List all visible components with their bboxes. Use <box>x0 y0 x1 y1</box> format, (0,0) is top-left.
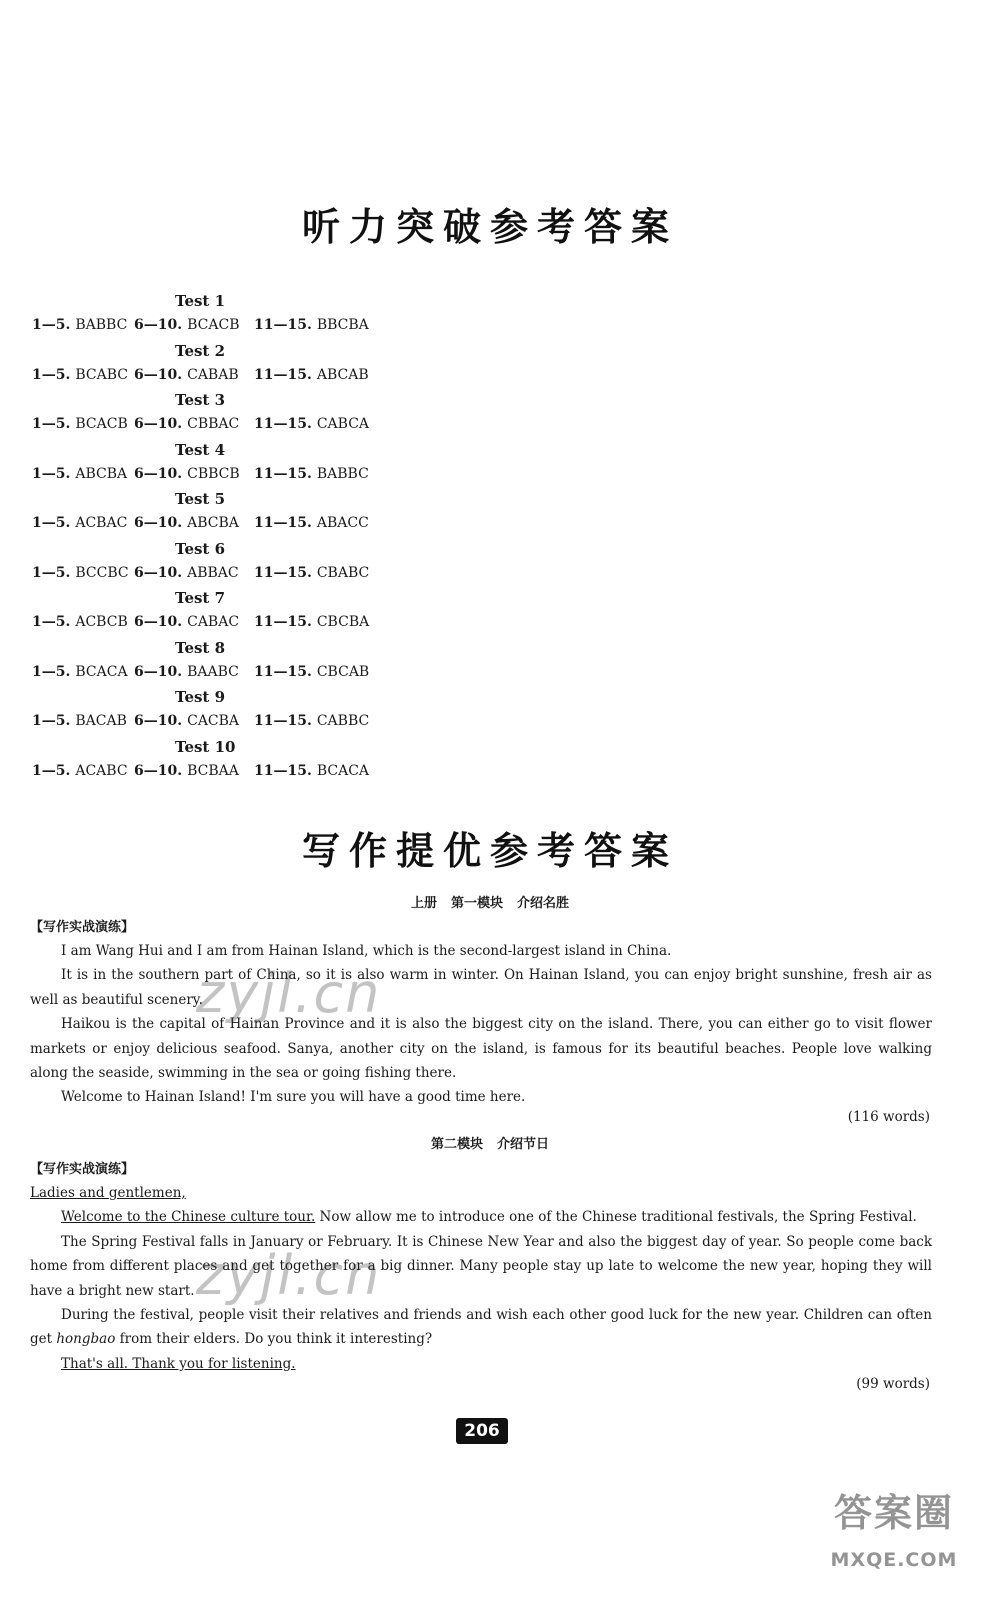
answer-row <box>32 759 452 784</box>
answer-range: 1—5. <box>32 713 71 729</box>
answer-group <box>134 462 254 487</box>
answer-row <box>32 660 452 685</box>
watermark-text: zyjl.cn <box>196 962 382 1025</box>
answer-letters: BABBC <box>316 465 369 482</box>
module2-word-count: (99 words) <box>856 1376 930 1392</box>
answer-letters: CBABC <box>316 564 370 581</box>
answer-group <box>254 660 414 685</box>
answer-range: 6—10. <box>134 713 183 729</box>
answer-group <box>32 709 134 734</box>
answer-range: 11—15. <box>254 416 312 432</box>
answer-group <box>32 660 134 685</box>
answer-range: 11—15. <box>254 614 312 630</box>
answer-group <box>32 610 134 635</box>
answer-group <box>32 363 134 388</box>
answer-group <box>134 610 254 635</box>
answer-group <box>134 561 254 586</box>
answer-letters: ACBAC <box>75 515 128 531</box>
answer-range: 1—5. <box>32 465 71 482</box>
module1-heading <box>0 892 980 911</box>
answer-range: 11—15. <box>254 515 312 531</box>
answer-letters: ACBCB <box>75 614 128 630</box>
test-block <box>32 685 452 735</box>
corner-watermark-logo <box>806 1486 982 1594</box>
test-name: Test 8 <box>175 638 226 657</box>
answer-range: 11—15. <box>254 762 312 779</box>
module2-name: 第二模块 <box>430 1137 483 1152</box>
answer-group <box>134 660 254 685</box>
module1-book: 上册 <box>410 896 437 911</box>
listening-section-title: 听力突破参考答案 <box>301 205 678 249</box>
test-block <box>32 339 452 389</box>
test-block <box>32 487 452 537</box>
answer-row <box>32 511 452 536</box>
answer-letters: CBCBA <box>316 614 370 630</box>
answer-letters: ABCAB <box>316 366 369 383</box>
answer-range: 1—5. <box>32 663 71 680</box>
module2-essay <box>30 1181 932 1376</box>
answer-letters: BCACA <box>316 762 370 779</box>
answer-range: 6—10. <box>134 416 183 432</box>
test-name: Test 3 <box>175 391 226 409</box>
answer-range: 11—15. <box>254 317 312 333</box>
answer-range: 1—5. <box>32 416 71 432</box>
answer-letters: BCABC <box>75 366 128 383</box>
module1-paragraph: Welcome to Hainan Island! I'm sure you will have a good time here. <box>61 1089 526 1106</box>
answer-group <box>134 363 254 388</box>
answer-range: 1—5. <box>32 762 71 779</box>
answer-range: 11—15. <box>254 366 312 383</box>
answer-group <box>134 709 254 734</box>
watermark-text: zyjl.cn <box>196 1244 382 1307</box>
answer-letters: ABBAC <box>187 564 239 581</box>
test-name: Test 7 <box>175 589 226 607</box>
answer-row <box>32 462 452 487</box>
answer-letters: ABCBA <box>187 515 239 531</box>
essay-greeting <box>30 1181 932 1205</box>
answer-row <box>32 313 452 338</box>
answer-letters: BCBAA <box>187 762 239 779</box>
answer-row <box>32 363 452 388</box>
answer-row <box>32 610 452 635</box>
answer-range: 6—10. <box>134 465 183 482</box>
test-block <box>32 289 452 339</box>
module1-paragraph: I am Wang Hui and I am from Hainan Island, which is the second-largest island in China. <box>61 943 672 959</box>
essay-closing <box>30 1352 932 1376</box>
answer-letters: BCACB <box>75 416 128 432</box>
answer-letters: CBBAC <box>187 416 240 432</box>
answer-group <box>254 412 414 437</box>
page-number: 206 <box>456 1418 508 1444</box>
module2-practice-label: 【写作实战演练】 <box>30 1162 135 1177</box>
module1-name: 第一模块 <box>450 896 503 911</box>
greeting-text: Ladies and gentlemen, <box>30 1185 186 1201</box>
answer-group <box>254 561 414 586</box>
module1-paragraph: Haikou is the capital of Hainan Province and it is also the biggest city on the island. There, you can either go to visit flower markets or enjoy delicious seafood. Sanya, another city on the island, is famous for its beautiful beaches. People love walking along the seaside, swimming in the sea or going fishing there. <box>30 1016 932 1082</box>
test-name: Test 4 <box>175 440 226 459</box>
module1-topic: 介绍名胜 <box>517 896 570 911</box>
corner-logo-domain: MXQE.COM <box>830 1549 958 1571</box>
answer-group <box>254 759 414 784</box>
festival-text-a: During the festival, people visit their relatives and friends and wish each other good luck for the new year. Children can often get <box>30 1307 932 1348</box>
module2-heading <box>0 1133 980 1152</box>
answer-range: 11—15. <box>254 713 312 729</box>
closing-text: That's all. Thank you for listening. <box>61 1355 296 1372</box>
answer-range: 6—10. <box>134 663 183 680</box>
module2-topic: 介绍节日 <box>497 1137 550 1152</box>
intro-sentence: Now allow me to introduce one of the Chinese traditional festivals, the Spring Festival. <box>315 1209 917 1226</box>
hongbao-term: hongbao <box>56 1331 116 1348</box>
test-block <box>32 388 452 438</box>
answer-row <box>32 709 452 734</box>
answer-row <box>32 561 452 586</box>
writing-section-title: 写作提优参考答案 <box>301 829 678 873</box>
module2-paragraph <box>30 1205 932 1229</box>
welcome-sentence: Welcome to the Chinese culture tour. <box>61 1209 316 1226</box>
answer-range: 11—15. <box>254 564 312 581</box>
answer-group <box>32 759 134 784</box>
answer-letters: BCACB <box>187 317 240 333</box>
answer-letters: CABBC <box>316 713 370 729</box>
answer-letters: BABBC <box>75 317 128 333</box>
answer-range: 6—10. <box>134 317 183 333</box>
answer-group <box>254 363 414 388</box>
answer-range: 6—10. <box>134 564 183 581</box>
answer-letters: ABCBA <box>75 465 128 482</box>
answer-range: 6—10. <box>134 515 183 531</box>
answer-letters: CACBA <box>187 713 240 729</box>
answer-group <box>134 412 254 437</box>
answer-letters: ACABC <box>75 762 128 779</box>
answer-group <box>32 412 134 437</box>
answer-letters: CBCAB <box>316 663 370 680</box>
answer-range: 11—15. <box>254 465 312 482</box>
test-block <box>32 735 452 785</box>
answer-letters: BAABC <box>187 663 239 680</box>
module1-essay <box>30 939 932 1110</box>
test-block <box>32 438 452 488</box>
answer-range: 11—15. <box>254 663 312 680</box>
answer-range: 1—5. <box>32 515 71 531</box>
answer-range: 6—10. <box>134 366 183 383</box>
answer-range: 6—10. <box>134 762 183 779</box>
answer-group <box>32 462 134 487</box>
answer-group <box>134 759 254 784</box>
test-name: Test 6 <box>175 539 226 558</box>
test-name: Test 10 <box>175 737 236 756</box>
answer-letters: ABACC <box>316 515 369 531</box>
answer-range: 1—5. <box>32 614 71 630</box>
module2-paragraph: The Spring Festival falls in January or February. It is Chinese New Year and also the biggest day of year. So people come back home from different places and get together for a big dinner. Many people stay up late to welcome the new year, hoping they will have a bright new start. <box>30 1233 932 1299</box>
answer-letters: BBCBA <box>316 317 369 333</box>
answer-range: 1—5. <box>32 564 71 581</box>
answer-range: 6—10. <box>134 614 183 630</box>
test-block <box>32 586 452 636</box>
test-name: Test 2 <box>175 341 226 360</box>
test-name: Test 5 <box>175 490 226 508</box>
module2-paragraph <box>30 1303 932 1352</box>
answer-group <box>254 709 414 734</box>
module1-word-count: (116 words) <box>847 1109 930 1125</box>
answer-range: 1—5. <box>32 317 71 333</box>
answer-group <box>254 610 414 635</box>
test-block <box>32 537 452 587</box>
answer-group <box>254 313 414 338</box>
answer-group <box>32 511 134 536</box>
answer-letters: CABAC <box>187 614 240 630</box>
answer-letters: BCACA <box>75 663 128 680</box>
answer-letters: CABAB <box>187 366 239 383</box>
answer-letters: BCCBC <box>75 564 129 581</box>
answer-letters: BACAB <box>75 713 127 729</box>
answer-group <box>254 462 414 487</box>
answer-group <box>134 313 254 338</box>
test-block <box>32 636 452 686</box>
module1-paragraph: It is in the southern part of China, so it is also warm in winter. On Hainan Island, you can enjoy bright sunshine, fresh air as well as beautiful scenery. <box>30 967 932 1008</box>
answer-group <box>134 511 254 536</box>
test-name: Test 1 <box>175 292 226 310</box>
answer-group <box>32 313 134 338</box>
answer-range: 1—5. <box>32 366 71 383</box>
test-name: Test 9 <box>175 688 226 706</box>
answer-group <box>32 561 134 586</box>
answer-row <box>32 412 452 437</box>
answer-letters: CABCA <box>316 416 370 432</box>
module1-practice-label: 【写作实战演练】 <box>30 920 135 935</box>
festival-text-b: from their elders. Do you think it interesting? <box>115 1331 433 1348</box>
listening-answers <box>32 289 452 784</box>
corner-logo-mark: 答案圈 <box>833 1491 954 1535</box>
answer-group <box>254 511 414 536</box>
answer-letters: CBBCB <box>187 465 240 482</box>
